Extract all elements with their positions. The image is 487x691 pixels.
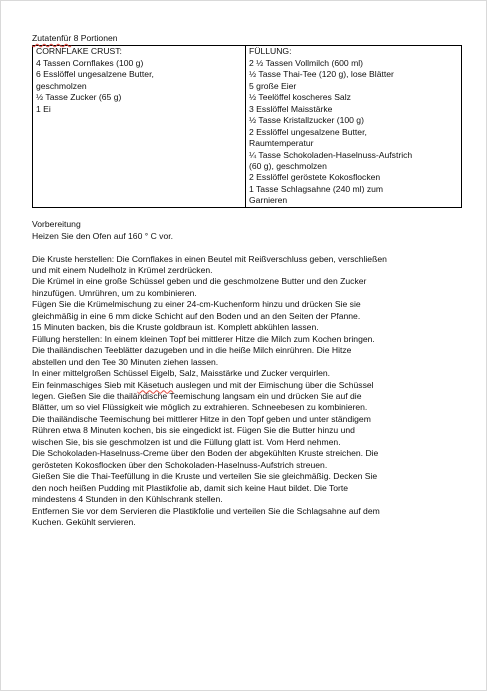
instruction-line-sieve — [32, 380, 462, 391]
crust-ingredient: 6 Esslöffel ungesalzene Butter, — [36, 69, 154, 80]
instruction-line: Gießen Sie die Thai-Teefüllung in die Kruste und verteilen Sie sie gleichmäßig. Decken Sie — [32, 471, 378, 482]
instruction-line: Füllung herstellen: In einem kleinen Topf bei mittlerer Hitze die Milch zum Kochen bringen. — [32, 333, 375, 344]
instruction-line: mindestens 4 Stunden in den Kühlschrank stellen. — [32, 494, 223, 505]
instruction-line: wischen Sie, bis sie geschmolzen ist und die Füllung glatt ist. Vom Herd nehmen. — [32, 436, 341, 447]
preparation-heading: Vorbereitung — [32, 219, 81, 230]
filling-ingredient: ½ Tasse Thai-Tee (120 g), lose Blätter — [249, 69, 394, 80]
instruction-line: Die Kruste herstellen: Die Cornflakes in einen Beutel mit Reißverschluss geben, verschließen — [32, 253, 387, 264]
instruction-line: hinzufügen. Umrühren, um zu kombinieren. — [32, 287, 197, 298]
instruction-line: Die thailändische Teemischung bei mittlerer Hitze in den Topf geben und unter ständigem — [32, 413, 371, 424]
filling-ingredient: ¼ Tasse Schokoladen-Haselnuss-Aufstrich — [249, 149, 413, 160]
instruction-line: den noch heißen Pudding mit Plastikfolie ab, damit sich keine Haut bildet. Die Torte — [32, 482, 349, 493]
filling-ingredient: 2 Esslöffel geröstete Kokosflocken — [249, 172, 381, 183]
instruction-line: Die Schokoladen-Haselnuss-Creme über den Boden der abgekühlten Kruste streichen. Die — [32, 448, 379, 459]
instruction-line: Kuchen. Gekühlt servieren. — [32, 517, 136, 527]
crust-ingredients-cell[interactable] — [33, 46, 246, 207]
filling-ingredient: Raumtemperatur — [249, 138, 314, 149]
instruction-line: Fügen Sie die Krümelmischung zu einer 24-cm-Kuchenform hinzu und drücken Sie sie — [32, 299, 361, 310]
instruction-line: 15 Minuten backen, bis die Kruste goldbraun ist. Komplett abkühlen lassen. — [32, 322, 319, 333]
instruction-line: Entfernen Sie vor dem Servieren die Plastikfolie und verteilen Sie die Schlagsahne auf dem — [32, 505, 380, 516]
crust-heading: CORNFLAKE CRUST: — [36, 46, 122, 57]
document-body — [32, 33, 462, 528]
servings-heading — [32, 33, 462, 44]
sieve-text-end: auslegen und mit der Eimischung über die Schüssel — [173, 379, 374, 390]
crust-ingredient: geschmolzen — [36, 80, 87, 91]
instruction-line: Blätter, um so viel Flüssigkeit wie möglich zu extrahieren. Schneebesen zu kombinieren. — [32, 402, 368, 413]
filling-ingredient: ½ Teelöffel koscheres Salz — [249, 92, 351, 103]
filling-ingredient: 2 Esslöffel ungesalzene Butter, — [249, 126, 367, 137]
crust-ingredient: 4 Tassen Cornflakes (100 g) — [36, 57, 144, 68]
instruction-line: Rühren etwa 8 Minuten kochen, bis sie eingedickt ist. Fügen Sie die Butter hinzu und — [32, 425, 355, 436]
instruction-line: und mit einem Nudelholz in Krümel zerdrücken. — [32, 265, 213, 276]
spellcheck-word-fur: für — [61, 33, 72, 43]
instruction-line: legen. Gießen Sie die thailändische Teemischung langsam ein und drücken Sie auf die — [32, 391, 362, 402]
crust-ingredient: ½ Tasse Zucker (65 g) — [36, 92, 122, 103]
filling-ingredients-cell[interactable] — [246, 46, 462, 207]
filling-ingredient: 5 große Eier — [249, 80, 297, 91]
instruction-line: Die thailändischen Teeblätter dazugeben und in die heiße Milch einrühren. Die Hitze — [32, 345, 352, 356]
filling-ingredient: 3 Esslöffel Maisstärke — [249, 103, 333, 114]
instruction-line: gleichmäßig in eine 6 mm dicke Schicht auf den Boden und an den Seiten der Pfanne. — [32, 310, 361, 321]
sieve-text-start: Ein feinmaschiges Sieb mit — [32, 379, 138, 390]
instruction-line: Die Krümel in eine große Schüssel geben und die geschmolzene Butter und den Zucker — [32, 276, 367, 287]
spellcheck-word-kasetuch: Käsetuch — [137, 379, 174, 390]
preheat-instruction: Heizen Sie den Ofen auf 160 ° C vor. — [32, 230, 174, 241]
instruction-line: abstellen und den Tee 30 Minuten ziehen lassen. — [32, 356, 219, 367]
spellcheck-word-zutaten: Zutaten — [32, 33, 62, 43]
servings-heading-rest: 8 Portionen — [71, 33, 118, 43]
crust-ingredient: 1 Ei — [36, 103, 51, 114]
filling-heading: FÜLLUNG: — [249, 46, 292, 57]
filling-ingredient: Garnieren — [249, 195, 288, 206]
filling-ingredient: (60 g), geschmolzen — [249, 160, 327, 171]
filling-ingredient: 2 ½ Tassen Vollmilch (600 ml) — [249, 57, 363, 68]
blank-line — [32, 208, 462, 219]
filling-ingredient: 1 Tasse Schlagsahne (240 ml) zum — [249, 183, 384, 194]
ingredients-row — [33, 46, 462, 207]
instruction-line: In einer mittelgroßen Schüssel Eigelb, Salz, Maisstärke und Zucker verquirlen. — [32, 368, 331, 379]
blank-line — [32, 242, 462, 253]
filling-ingredient: ½ Tasse Kristallzucker (100 g) — [249, 115, 364, 126]
ingredients-table — [32, 45, 462, 207]
instruction-line: gerösteten Kokosflocken über den Schokoladen-Haselnuss-Aufstrich streuen. — [32, 459, 328, 470]
